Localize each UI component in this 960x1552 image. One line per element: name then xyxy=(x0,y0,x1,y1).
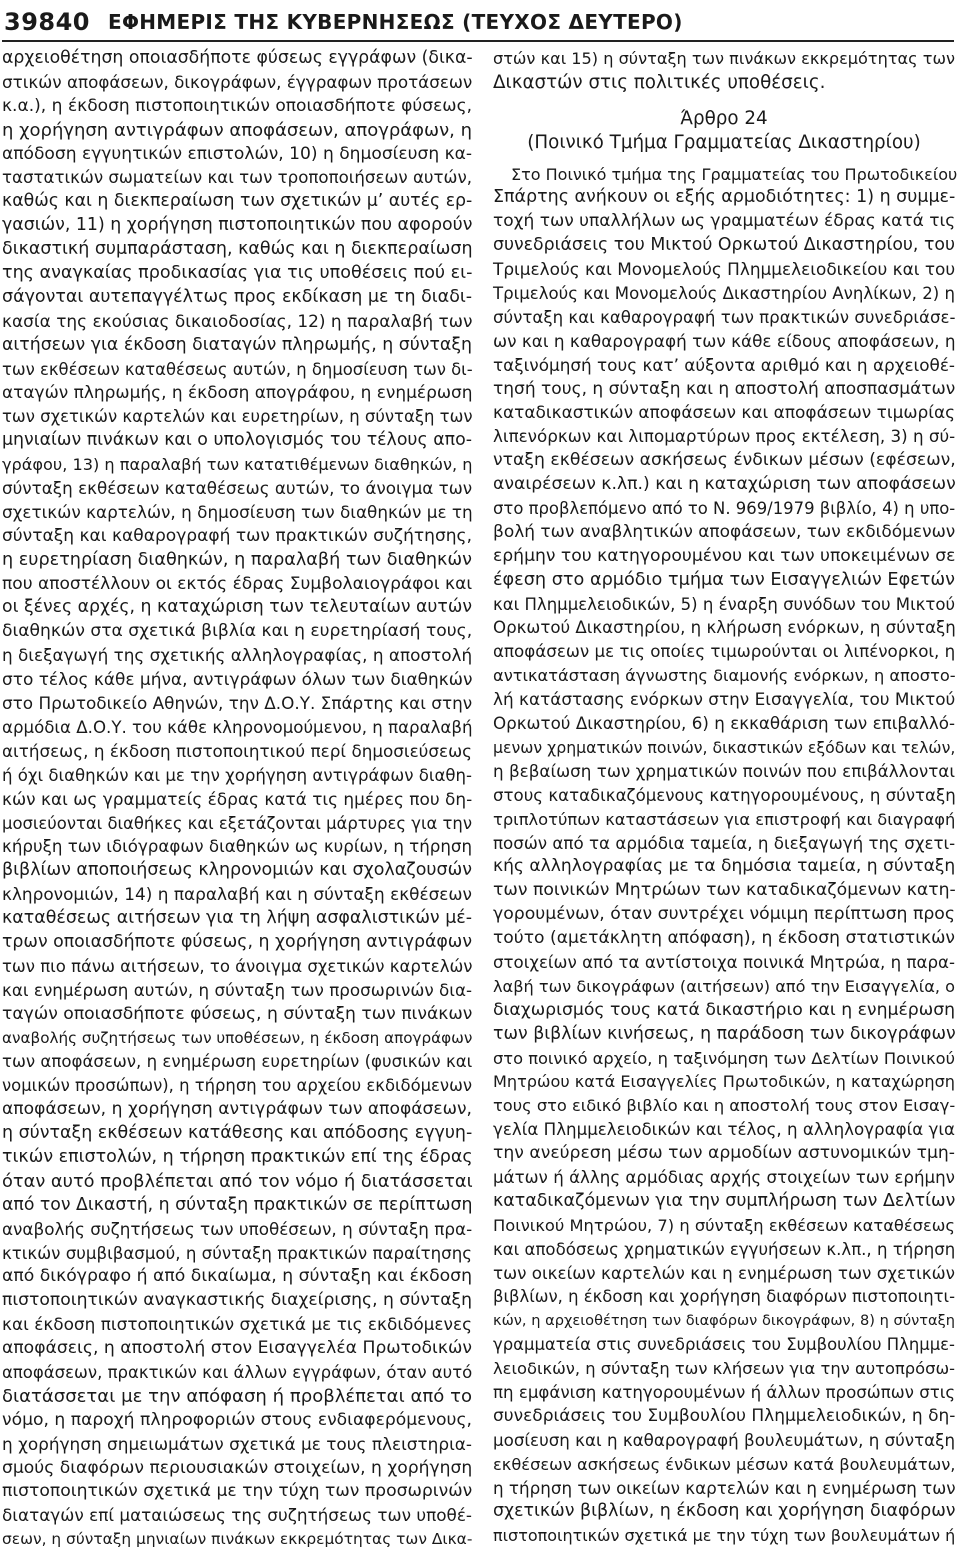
left-column-line: της αναγκαίας προδικασίας για τις υποθέσεις πού ει- xyxy=(2,263,473,284)
right-column-body-line: ων και η καθαρογραφή των κάθε είδους αποφάσεων, η xyxy=(493,330,956,351)
left-column-line: μοσιεύονται διαθήκες και εξετάζονται μάρτυρες για την xyxy=(2,813,472,833)
right-column-body-line: η τήρηση των οικείων καρτελών και η ενημέρωση των xyxy=(493,1477,956,1498)
left-column-line: που αποστέλλουν οι εκτός έδρας Συμβολαιογράφοι και xyxy=(2,573,473,594)
left-column-line: από δικόγραφο ή από δικαίωμα, η σύνταξη και έκδοση xyxy=(2,1266,472,1287)
left-column-line: κ.α.), η έκδοση πιστοποιητικών οποιασδήποτε φύσεως, xyxy=(2,95,472,116)
left-column-line: αναβολής συζητήσεως των υποθέσεων, η σύνταξη πρα- xyxy=(2,1218,473,1239)
left-column-line: αποφάσεις, η αποστολή στον Εισαγγελέα Πρωτοδικών xyxy=(2,1338,472,1359)
right-column-body-line: τριπλοτύπων καταστάσεων για επιστροφή και διαγραφή xyxy=(493,809,956,829)
left-column-line: ή όχι διαθηκών και με την χορήγηση αντιγράφων διαθη- xyxy=(2,765,472,785)
right-column-body-line: ερήμην του κατηγορουμένου και των υποκειμένων σε xyxy=(493,545,956,566)
right-column-body-line: στοιχείων από τα αντίστοιχα ποινικά Μητρώα, η παρα- xyxy=(493,952,955,972)
left-column-line: κληρονομιών, 14) η παραλαβή και η σύνταξη εκθέσεων xyxy=(2,884,472,905)
right-column-body-line: μενων χρηματικών ποινών, δικαστικών εξόδων και τελών, xyxy=(493,737,956,757)
right-column-body-line: διαχωρισμός τους κατά δικαστήριο και η ενημέρωση xyxy=(493,999,956,1020)
right-column-body-line: των οικείων καρτελών και η ενημέρωση των σχετικών xyxy=(493,1262,955,1283)
right-column-body-line: την ανεύρεση μέσω των αρμοδίων αστυνομικών τμη- xyxy=(493,1143,955,1164)
left-column-line: διατάσσεται με την απόφαση ή προβλέπεται από το xyxy=(2,1385,472,1407)
left-column-line: πιστοποιητικών αναγκαστικής διαχείρισης, η σύνταξη xyxy=(2,1290,472,1311)
left-column-line: διαθηκών στα σχετικά βιβλία και η ευρετηρίασή τους, xyxy=(2,621,473,642)
left-column-line: σύνταξη εκθέσεων καταθέσεως αυτών, το άνοιγμα των xyxy=(2,478,473,499)
left-column-line: αποφάσεων, η χορήγηση αντιγράφων των αποφάσεων, xyxy=(2,1099,472,1120)
right-column-body-line: Σπάρτης ανήκουν οι εξής αρμοδιότητες: 1) η συμμε- xyxy=(493,187,956,208)
left-column-line: των σχετικών καρτελών και ευρετηρίων, η σύνταξη των xyxy=(2,407,473,427)
right-column-body-line: αντικατάσταση άγνωστης διαμονής ενόρκων, η αποστο- xyxy=(493,666,956,686)
right-column-body-line: Ορκωτού Δικαστηρίου, η κλήρωση ενόρκων, η σύνταξη xyxy=(493,618,956,638)
left-column-line: ταστατικών σωματείων και των τροποποιήσεων αυτών, xyxy=(2,168,473,188)
left-column-line: αιτήσεων για έκδοση διαταγών πληρωμής, η σύνταξη xyxy=(2,334,472,355)
left-column-line: η χορήγηση αντιγράφων αποφάσεων, απογράφων, η xyxy=(2,119,472,141)
right-column-body-line: βιβλίων, η έκδοση και χορήγηση διαφόρων πιστοποιητι- xyxy=(493,1287,955,1307)
left-column-line: μηνιαίων πινάκων και ο υπολογισμός του τέλους απο- xyxy=(2,430,472,451)
left-column-line: τικών επιστολών, η τήρηση πρακτικών επί της έδρας xyxy=(2,1146,473,1167)
right-column-body-line: και Πλημμελειοδικών, 5) η έναρξη συνόδων του Μικτού xyxy=(493,594,956,614)
right-column-continuation xyxy=(493,47,955,95)
right-column-body-line: γελία Πλημμελειοδικών και τέλος, η αλληλογραφία για xyxy=(493,1120,955,1140)
right-column-body-line: Ποινικού Μητρώου, 7) η σύνταξη εκθέσεων καταθέσεως xyxy=(493,1215,955,1235)
right-column-body-line: μοσίευση και η καθαρογραφή βουλευμάτων, η σύνταξη xyxy=(493,1429,956,1450)
left-column-line: αρχειοθέτηση οποιασδήποτε φύσεως εγγράφων (δικα- xyxy=(2,48,473,68)
right-column-body-line: εκθέσεων ασκήσεως ένδικων μέσων κατά βουλευμάτων, xyxy=(493,1454,956,1474)
right-column-body-line: αναιρέσεων κ.λπ.) και η καταχώριση των αποφάσεων xyxy=(493,474,956,495)
left-column-line: σχετικών καρτελών, η δημοσίευση των διαθηκών με τη xyxy=(2,501,473,522)
right-column-body-line: πιστοποιητικών σχετικά με την τύχη των βουλευμάτων ή xyxy=(493,1526,956,1546)
right-column-body-line: μάτων ή άλλης αρμόδιας αρχής στοιχείων των ερήμην xyxy=(493,1167,955,1187)
right-column-body-line: βολή των αναβλητικών αποφάσεων, των εκδιδόμενων xyxy=(493,521,956,542)
right-column-body-line: ποσών από τα αρμόδια ταμεία, η διεξαγωγή της σχετι- xyxy=(493,832,956,853)
right-column-body-line: τους στο ειδικό βιβλίο και η αποστολή τους στον Εισαγ- xyxy=(493,1096,956,1116)
right-column-top-line: στών και 15) η σύνταξη των πινάκων εκκρεμότητας των xyxy=(493,49,955,68)
right-column-body-line: στους καταδικαζόμενους κατηγορουμένους, η σύνταξη xyxy=(493,785,956,805)
left-column-line: των εκθέσεων καταθέσεως αυτών, η δημοσίευση των δι- xyxy=(2,359,473,379)
right-column-body-line: και αποδόσεως χρηματικών εγγυήσεων κ.λπ., η τήρηση xyxy=(493,1239,956,1259)
right-column-body-line: λιπενόρκων και λιπομαρτύρων προς εκτέλεση, 3) η σύ- xyxy=(493,426,956,447)
left-column-line: βιβλίων αποποιήσεως κληρονομιών και σχολαζουσών xyxy=(2,860,472,881)
left-column-line: των αποφάσεων, η ενημέρωση ευρετηρίων (φυσικών και xyxy=(2,1052,473,1072)
left-column-line: απόδοση εγγυητικών επιστολών, 10) η δημοσίευση κα- xyxy=(2,143,473,164)
left-column-line: στικών αποφάσεων, δικογράφων, έγγραφων προτάσεων xyxy=(2,71,473,92)
right-column-body-line: στο προβλεπόμενο από το Ν. 969/1979 βιβλίο, 4) η υπο- xyxy=(493,499,956,519)
left-column-line: καταθέσεως αιτήσεων για τη λήψη ασφαλιστικών μέ- xyxy=(2,908,473,929)
left-column-line: αναβολής συζητήσεως των υποθέσεων, η έκδοση απογράφων xyxy=(2,1028,473,1047)
article-number: Άρθρο 24 xyxy=(680,107,768,129)
right-column-body-line: κών, η αρχειοθέτηση των διαφόρων δικογράφων, 8) η σύνταξη xyxy=(493,1312,955,1330)
left-column-line: γράφου, 13) η παραλαβή των κατατιθέμενων διαθηκών, η xyxy=(2,455,473,475)
article-body xyxy=(493,163,958,1549)
left-column-line: πιστοποιητικών σχετικά με την τύχη των προσωρινών xyxy=(2,1481,473,1502)
right-column-body-line: σχετικών βιβλίων, η έκδοση και χορήγηση διαφόρων xyxy=(493,1501,956,1522)
right-column-body-line: γορουμένων, όταν συντρέχει νόμιμη περίπτωση προς xyxy=(493,904,955,925)
left-column-line: ταγών οποιασδήποτε φύσεως, η σύνταξη των πινάκων xyxy=(2,1003,473,1024)
gazette-title: ΕΦΗΜΕΡΙΣ ΤΗΣ ΚΥΒΕΡΝΗΣΕΩΣ (ΤΕΥΧΟΣ ΔΕΥΤΕΡΟ) xyxy=(108,10,683,34)
right-column-body-line: συνεδριάσεις του Μικτού Ορκωτού Δικαστηρίου, του xyxy=(493,235,955,256)
right-column-body-line: συνεδριάσεις του Συμβουλίου Πλημμελειοδικών, η δη- xyxy=(493,1405,956,1426)
right-column-body-line: Στο Ποινικό τμήμα της Γραμματείας του Πρωτοδικείου xyxy=(511,164,958,184)
left-column-line: αποφάσεων, πρακτικών και άλλων εγγράφων, όταν αυτό xyxy=(2,1362,473,1382)
page-number: 39840 xyxy=(4,8,90,36)
right-column-body-line: Τριμελούς και Μονομελούς Πλημμελειοδικείου και του xyxy=(493,259,956,280)
left-column-line: αρμόδια Δ.Ο.Υ. του κάθε κληρονομούμενου, η παραλαβή xyxy=(2,717,473,737)
right-column-body-line: αποφάσεων με τις οποίες τιμωρούνται οι λιπένορκοι, η xyxy=(493,641,956,662)
left-column-line: από τον Δικαστή, η σύνταξη πρακτικών σε περίπτωση xyxy=(2,1194,473,1215)
right-column-body-line: η βεβαίωση των χρηματικών ποινών που επιβάλλονται xyxy=(493,760,956,781)
right-column-body-line: τησή τους, η σύνταξη και η αποστολή αποσπασμάτων xyxy=(493,378,956,399)
left-column-line: διαταγών επί ματαιώσεως της συζητήσεως των υποθέ- xyxy=(2,1505,472,1526)
left-column-line: στο Πρωτοδικείο Αθηνών, την Δ.Ο.Υ. Σπάρτης και στην xyxy=(2,693,473,714)
left-column-line: νόμο, η παροχή πληροφοριών στους ενδιαφερόμενους, xyxy=(2,1409,472,1430)
right-column-body-line: γραμματεία στις συνεδριάσεις του Συμβουλίου Πλημμε- xyxy=(493,1335,955,1355)
left-column-line: η διεξαγωγή της σχετικής αλληλογραφίας, η αποστολή xyxy=(2,645,473,666)
right-column-body-line: λαβή των δικογράφων (αιτήσεων) από την Εισαγγελία, ο xyxy=(493,976,956,996)
right-column-body-line: καταδικαζόμενων για την συμπλήρωση των Δελτίων xyxy=(493,1190,956,1211)
left-column-line: σεων, η σύνταξη μηνιαίων πινάκων εκκρεμότητας των Δικα- xyxy=(2,1530,473,1549)
right-column-body-line: των ποινικών Μητρώων των καταδικαζόμενων κατη- xyxy=(493,880,956,901)
page-header xyxy=(4,4,950,40)
right-column-body-line: πη εμφάνιση κατηγορουμένων ή άλλων προσώπων στις xyxy=(493,1382,956,1402)
right-column-body-line: Ορκωτού Δικαστηρίου, 6) η εκκαθάριση των επιβαλλό- xyxy=(493,713,955,734)
left-column-line: η ευρετηρίαση διαθηκών, η παραλαβή των διαθηκών xyxy=(2,549,472,570)
left-column-line: καθώς και η διεκπεραίωση των σχετικών μ’ αυτές ερ- xyxy=(2,191,473,212)
left-column-line: αταγών πληρωμής, η έκδοση απογράφου, η ενημέρωση xyxy=(2,382,473,403)
left-column-line: σμούς διαφόρων περιουσιακών στοιχείων, η χορήγηση xyxy=(2,1457,473,1478)
right-column-body-line: νταξη εκθέσεων ασκήσεως ένδικων μέσων (εφέσεων, xyxy=(493,450,956,471)
left-column-line: αιτήσεως, η έκδοση πιστοποιητικού περί δημοσιεύσεως xyxy=(2,740,472,761)
left-column-line: και ενημέρωση αυτών, η σύνταξη των προσωρινών δια- xyxy=(2,979,472,1000)
left-column-line: η χορήγηση σημειωμάτων σχετικά με τους πλειστηρια- xyxy=(2,1433,472,1454)
left-column-line: σάγονται αυτεπαγγέλτως προς εκδίκαση με τη διαδι- xyxy=(2,286,473,307)
left-column-line: τρων οποιασδήποτε φύσεως, η χορήγηση αντιγράφων xyxy=(2,931,472,952)
left-column-line: κών και ως γραμματείς έδρας κατά τις ημέρες που δη- xyxy=(2,788,473,809)
left-column-line: κτικών συμβιβασμού, η σύνταξη πρακτικών παραίτησης xyxy=(2,1243,472,1263)
left-column-line: όταν αυτό προβλέπεται από τον νόμο ή διατάσσεται xyxy=(2,1170,473,1192)
left-column-line: στο τέλος κάθε μήνα, αντιγράφων όλων των διαθηκών xyxy=(2,669,473,690)
left-column-line: οι ξένες αρχές, η καταχώριση των τελευταίων αυτών xyxy=(2,597,472,618)
right-column-body-line: Μητρώου κατά Εισαγγελίες Πρωτοδικών, η καταχώρηση xyxy=(493,1072,955,1092)
right-column-body-line: Τριμελούς και Μονομελούς Δικαστηρίου Ανηλίκων, 2) η xyxy=(493,284,955,304)
right-column-body-line: έφεση στο αρμόδιο τμήμα των Εισαγγελιών Εφετών xyxy=(493,569,955,590)
right-column-top-line: Δικαστών στις πολιτικές υποθέσεις. xyxy=(493,71,826,93)
left-column-line: η σύνταξη εκθέσεων κατάθεσης και απόδοσης εγγυη- xyxy=(2,1123,473,1144)
right-column xyxy=(493,47,958,1548)
left-column-line: κασία της εκούσιας δικαιοδοσίας, 12) η παραλαβή των xyxy=(2,310,473,331)
header-rule xyxy=(2,40,954,42)
right-column-body-line: καταδικαστικών αποφάσεων και αποφάσεων τιμωρίας xyxy=(493,402,956,423)
left-column-line: των πιο πάνω αιτήσεων, το άνοιγμα σχετικών καρτελών xyxy=(2,956,473,976)
right-column-body-line: λή κατάστασης ενόρκων στην Εισαγγελία, του Μικτού xyxy=(493,689,956,710)
left-column-line: και έκδοση πιστοποιητικών σχετικά με τις εκδιδόμενες xyxy=(2,1314,472,1335)
article-title: (Ποινικό Τμήμα Γραμματείας Δικαστηρίου) xyxy=(527,131,921,153)
left-column xyxy=(2,47,472,1552)
right-column-body-line: τούτο (αμετάκλητη απόφαση), η έκδοση στατιστικών xyxy=(493,928,955,949)
left-column-line: γασιών, 11) η χορήγηση πιστοποιητικών που αφορούν xyxy=(2,215,473,236)
right-column-body-line: σύνταξη και καθαρογραφή των πρακτικών συνεδριάσε- xyxy=(493,307,956,327)
left-column-line: νομικών προσώπων), η τήρηση του αρχείου εκδιδόμενων xyxy=(2,1076,472,1096)
right-column-body-line: κής αλληλογραφίας με τα δημόσια ταμεία, η σύνταξη xyxy=(493,856,956,877)
right-column-body-line: των βιβλίων κινήσεως, η παράδοση των δικογράφων xyxy=(493,1023,956,1044)
left-column-line: σύνταξη και καθαρογραφή των πρακτικών συζήτησης, xyxy=(2,525,472,546)
right-column-body-line: λειοδικών, η σύνταξη των κλήσεων για την αυτοπρόσω- xyxy=(493,1359,955,1379)
right-column-body-line: στο ποινικό αρχείο, η ταξινόμηση των Δελτίων Ποινικού xyxy=(493,1048,956,1068)
right-column-body-line: ταξινόμησή τους κατ’ αύξοντα αριθμό και η αρχειοθέ- xyxy=(493,354,955,375)
right-column-body-line: τοχή των υπαλλήλων ως γραμματέων έδρας κατά τις xyxy=(493,211,956,232)
left-column-line: κήρυξη των ιδιόγραφων διαθηκών ως κυρίων, η τήρηση xyxy=(2,837,473,857)
left-column-line: δικαστική συμπαράσταση, καθώς και η διεκπεραίωση xyxy=(2,239,473,260)
